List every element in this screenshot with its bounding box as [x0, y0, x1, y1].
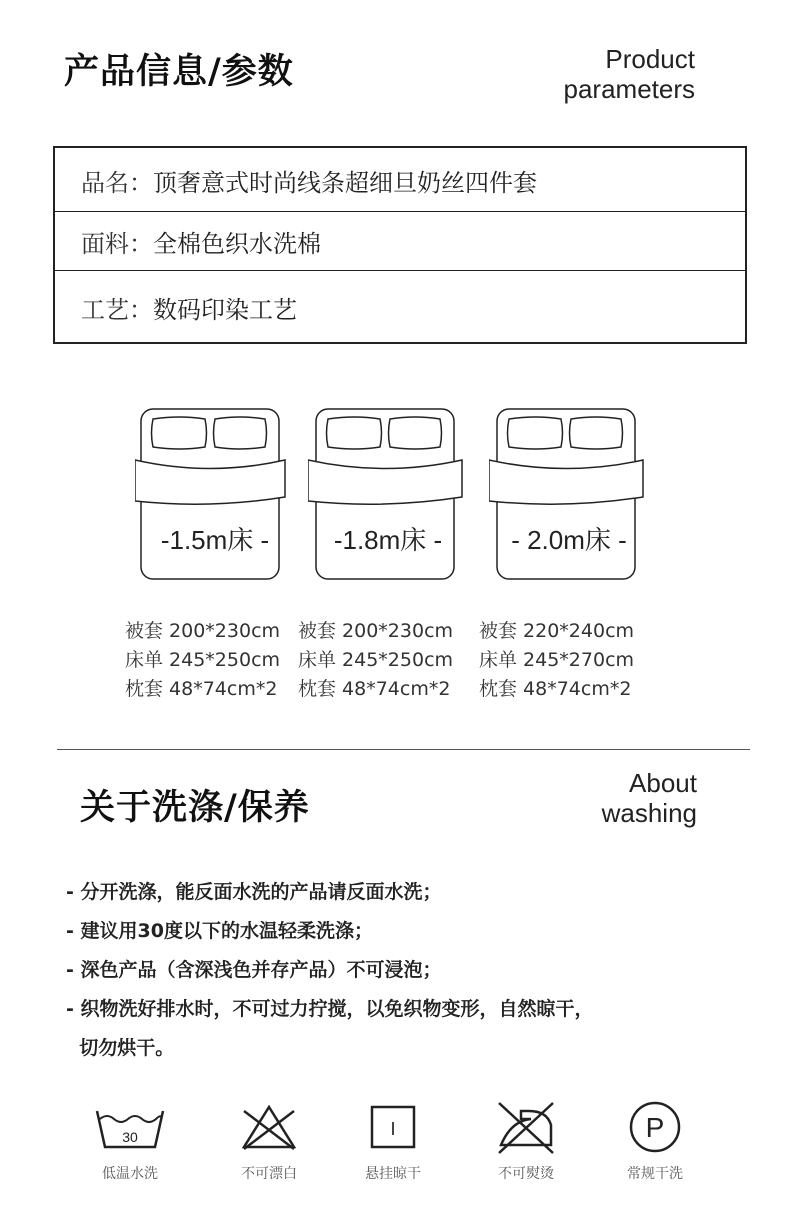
no-bleach-icon	[224, 1095, 314, 1155]
dry-clean-mark: P	[645, 1112, 665, 1143]
hang-dry-icon	[348, 1095, 438, 1155]
wash-30-icon	[85, 1095, 175, 1155]
spec-duvet: 被套 220*240cm	[479, 620, 635, 642]
no-iron-icon	[481, 1095, 571, 1155]
param-value: 数码印染工艺	[153, 296, 297, 324]
bed-icon	[135, 405, 295, 585]
instruction-item: 切勿烘干。	[66, 1037, 175, 1059]
spec-duvet: 被套 200*230cm	[298, 620, 454, 642]
care-label: 不可漂白	[241, 1166, 297, 1182]
bed-icon	[489, 405, 649, 585]
params-title-en	[564, 44, 696, 104]
care-no-iron	[481, 1095, 571, 1185]
spec-pillow: 枕套 48*74cm*2	[298, 678, 451, 700]
bed-size-label: -1.8m床 -	[333, 525, 443, 555]
instruction-item: - 分开洗涤，能反面水洗的产品请反面水洗；	[66, 881, 442, 903]
bed-size-label: - 2.0m床 -	[511, 525, 627, 555]
bed-diagram-1-8m	[308, 405, 468, 585]
care-label: 悬挂晾干	[365, 1166, 421, 1182]
param-label: 品名：	[81, 168, 153, 197]
instruction-item: - 深色产品（含深浅色并存产品）不可浸泡；	[66, 959, 442, 981]
params-title-en-line2: parameters	[563, 74, 695, 104]
care-label: 常规干洗	[627, 1166, 683, 1182]
param-label: 面料：	[81, 229, 153, 258]
spec-pillow: 枕套 48*74cm*2	[125, 678, 278, 700]
dry-clean-icon	[610, 1095, 700, 1155]
param-row-fabric	[55, 212, 745, 270]
washing-title-en-line2: washing	[601, 798, 697, 828]
care-label: 不可熨烫	[498, 1166, 554, 1182]
washing-title-en	[602, 768, 697, 828]
bed-diagram-1-5m	[135, 405, 295, 585]
param-value: 全棉色织水洗棉	[153, 229, 321, 258]
care-hang-dry	[348, 1095, 438, 1185]
param-row-name	[55, 148, 745, 212]
bed-specs-1-8m	[298, 617, 453, 704]
params-title: 产品信息/参数	[64, 52, 294, 92]
washing-instructions	[66, 878, 594, 1073]
params-table	[53, 146, 747, 344]
care-dry-clean	[610, 1095, 700, 1185]
section-divider	[57, 749, 750, 750]
spec-sheet: 床单 245*270cm	[479, 649, 635, 671]
bed-icon	[308, 405, 468, 585]
params-title-en-line1: Product	[605, 44, 695, 74]
spec-duvet: 被套 200*230cm	[125, 620, 281, 642]
spec-sheet: 床单 245*250cm	[298, 649, 454, 671]
wash-temp-text: 30	[122, 1129, 138, 1145]
spec-sheet: 床单 245*250cm	[125, 649, 281, 671]
instruction-item: - 织物洗好排水时，不可过力拧搅，以免织物变形，自然晾干，	[66, 998, 594, 1020]
param-row-craft	[55, 271, 745, 344]
bed-specs-2-0m	[479, 617, 634, 704]
washing-title-en-line1: About	[629, 768, 697, 798]
hang-dry-mark: I	[390, 1119, 396, 1139]
instruction-item: - 建议用30度以下的水温轻柔洗涤；	[66, 920, 373, 942]
bed-size-label: -1.5m床 -	[160, 525, 270, 555]
care-wash-30	[85, 1095, 175, 1185]
care-no-bleach	[224, 1095, 314, 1185]
bed-specs-1-5m	[125, 617, 280, 704]
spec-pillow: 枕套 48*74cm*2	[479, 678, 632, 700]
param-value: 顶奢意式时尚线条超细旦奶丝四件套	[153, 168, 537, 197]
bed-diagram-2-0m	[489, 405, 649, 585]
washing-title: 关于洗涤/保养	[80, 788, 310, 828]
care-label: 低温水洗	[102, 1166, 158, 1182]
param-label: 工艺：	[81, 296, 153, 324]
